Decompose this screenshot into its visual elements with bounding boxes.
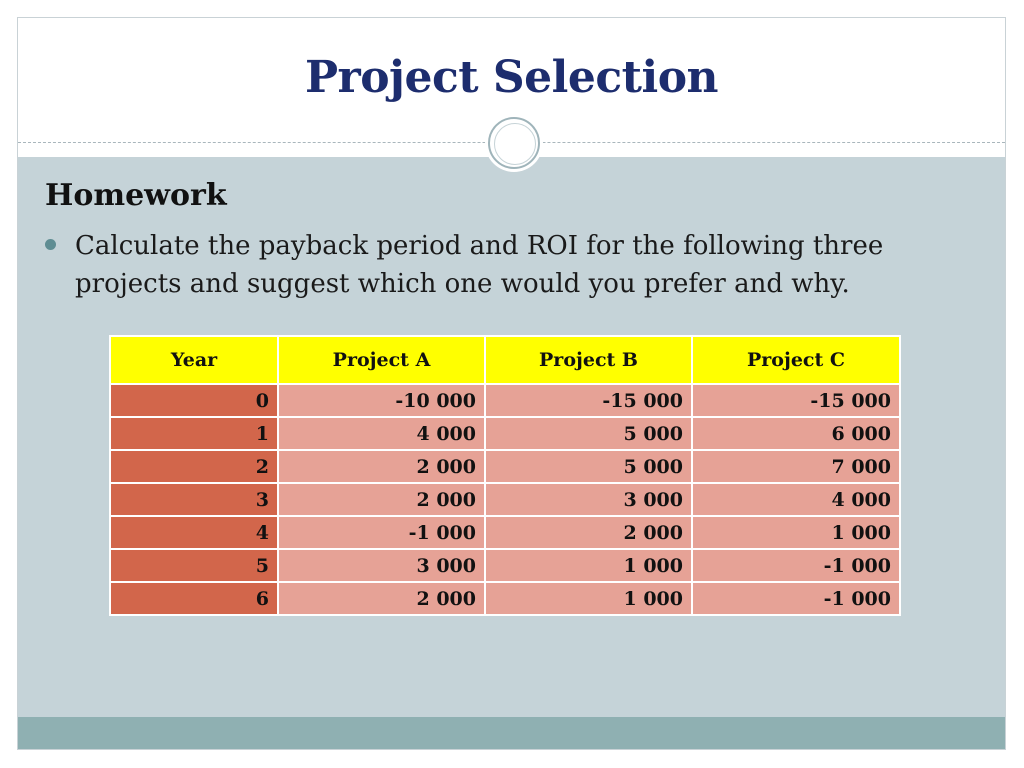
header-project-a: Project A xyxy=(278,336,485,384)
project-c-cell: -1 000 xyxy=(692,549,900,582)
table-row xyxy=(110,417,900,450)
project-a-cell: 2 000 xyxy=(278,582,485,615)
project-a-cell: -1 000 xyxy=(278,516,485,549)
project-b-cell: -15 000 xyxy=(485,384,692,417)
table-row xyxy=(110,549,900,582)
project-c-cell: 7 000 xyxy=(692,450,900,483)
project-c-cell: 6 000 xyxy=(692,417,900,450)
slide-title: Project Selection xyxy=(304,52,719,103)
project-a-cell: -10 000 xyxy=(278,384,485,417)
year-cell: 5 xyxy=(110,549,278,582)
slide xyxy=(17,17,1006,750)
header-year: Year xyxy=(110,336,278,384)
year-cell: 1 xyxy=(110,417,278,450)
table-row xyxy=(110,384,900,417)
year-cell: 4 xyxy=(110,516,278,549)
project-a-cell: 4 000 xyxy=(278,417,485,450)
project-b-cell: 1 000 xyxy=(485,549,692,582)
table-row xyxy=(110,516,900,549)
table-row xyxy=(110,582,900,615)
table-row xyxy=(110,450,900,483)
project-b-cell: 3 000 xyxy=(485,483,692,516)
bullet-text: Calculate the payback period and ROI for the following three projects and suggest which one would you prefer and why. xyxy=(75,231,884,299)
footer-bar xyxy=(18,717,1005,750)
project-b-cell: 5 000 xyxy=(485,450,692,483)
project-b-cell: 1 000 xyxy=(485,582,692,615)
project-a-cell: 2 000 xyxy=(278,450,485,483)
year-cell: 2 xyxy=(110,450,278,483)
header-project-c: Project C xyxy=(692,336,900,384)
project-a-cell: 3 000 xyxy=(278,549,485,582)
cash-flow-table xyxy=(109,335,901,616)
section-heading: Homework xyxy=(45,178,227,213)
bullet-dot-icon xyxy=(45,239,56,250)
table-row xyxy=(110,483,900,516)
project-c-cell: -15 000 xyxy=(692,384,900,417)
project-b-cell: 2 000 xyxy=(485,516,692,549)
project-c-cell: -1 000 xyxy=(692,582,900,615)
header-project-b: Project B xyxy=(485,336,692,384)
project-c-cell: 4 000 xyxy=(692,483,900,516)
table-header-row xyxy=(110,336,900,384)
project-a-cell: 2 000 xyxy=(278,483,485,516)
year-cell: 6 xyxy=(110,582,278,615)
project-b-cell: 5 000 xyxy=(485,417,692,450)
project-c-cell: 1 000 xyxy=(692,516,900,549)
divider-ring-inner-icon xyxy=(494,123,536,165)
year-cell: 0 xyxy=(110,384,278,417)
year-cell: 3 xyxy=(110,483,278,516)
